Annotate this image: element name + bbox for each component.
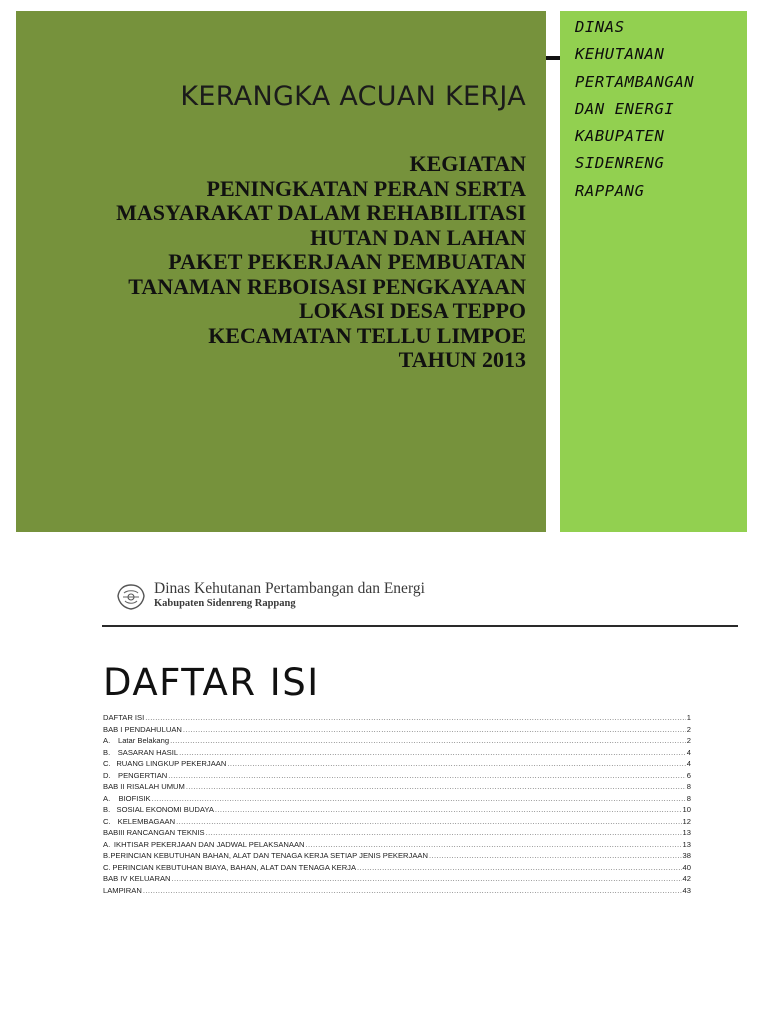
toc-entry-number: B. — [103, 747, 111, 757]
toc-dot-leader — [186, 781, 686, 793]
toc-entry-number: B. — [103, 805, 111, 814]
toc-entry[interactable] — [103, 712, 691, 724]
toc-entry-number: A. — [103, 736, 111, 745]
toc-dot-leader — [143, 885, 682, 897]
toc-entry-page: 12 — [682, 816, 691, 826]
toc-entry-label: PERINCIAN KEBUTUHAN BAHAN, ALAT DAN TENAGA KERJA SETIAP JENIS PEKERJAAN — [110, 851, 428, 860]
toc-entry-label: SOSIAL EKONOMI BUDAYA — [116, 805, 214, 814]
cover-activity-line: TAHUN 2013 — [398, 347, 526, 372]
toc-entry-page: 8 — [686, 782, 691, 791]
header-regency-name: Kabupaten Sidenreng Rappang — [154, 598, 296, 609]
toc-dot-leader — [227, 758, 685, 770]
toc-list — [103, 712, 691, 896]
toc-entry-label: Latar Belakang — [117, 736, 170, 745]
toc-entry-label: RUANG LINGKUP PEKERJAAN — [116, 759, 227, 768]
cover-activity-line: LOKASI DESA TEPPO — [299, 298, 526, 323]
toc-dot-leader — [152, 793, 686, 805]
toc-entry-page: 43 — [682, 885, 691, 895]
cover-activity-line: MASYARAKAT DALAM REHABILITASI — [116, 200, 526, 225]
toc-entry-label: SASARAN HASIL — [117, 747, 179, 757]
toc-entry[interactable] — [103, 747, 691, 759]
toc-entry-number: A. — [103, 839, 111, 849]
toc-entry-number: B. — [103, 851, 111, 860]
toc-entry-number: A. — [103, 793, 111, 803]
toc-entry[interactable] — [103, 862, 691, 874]
cover-activity-block — [16, 152, 526, 373]
cover-activity-line: PAKET PEKERJAAN PEMBUATAN — [168, 249, 526, 274]
cover-org-name — [575, 14, 694, 205]
toc-entry[interactable] — [103, 724, 691, 736]
toc-entry[interactable] — [103, 770, 691, 782]
header-divider — [102, 625, 738, 627]
toc-dot-leader — [215, 804, 682, 816]
cover-activity-line: TANAMAN REBOISASI PENGKAYAAN — [128, 273, 526, 299]
toc-entry[interactable] — [103, 885, 691, 897]
cover-activity-line: KEGIATAN — [409, 151, 526, 176]
toc-dot-leader — [429, 850, 682, 862]
toc-entry[interactable] — [103, 781, 691, 793]
cover-org-line: PERTAMBANGAN — [575, 72, 695, 91]
toc-entry-label: BABIII RANCANGAN TEKNIS — [103, 828, 205, 837]
toc-entry-page: 4 — [686, 747, 691, 757]
toc-entry[interactable] — [103, 827, 691, 839]
cover-org-line: KABUPATEN — [575, 127, 665, 146]
toc-entry-label: BAB II RISALAH UMUM — [103, 782, 185, 791]
toc-entry[interactable] — [103, 839, 691, 851]
toc-entry-page: 6 — [686, 770, 691, 780]
toc-entry-label: PENGERTIAN — [118, 770, 168, 780]
toc-entry-page: 13 — [682, 839, 691, 849]
toc-dot-leader — [170, 735, 686, 747]
toc-entry-page: 2 — [686, 736, 691, 745]
toc-entry-label: BAB IV KELUARAN — [103, 874, 171, 883]
toc-entry-label: LAMPIRAN — [103, 885, 142, 895]
cover-org-line: DAN ENERGI — [575, 99, 675, 118]
cover-org-line: RAPPANG — [575, 181, 645, 200]
cover-org-line: DINAS — [575, 18, 625, 36]
toc-entry-page: 10 — [682, 805, 691, 814]
toc-entry-label: DAFTAR ISI — [103, 713, 145, 722]
toc-dot-leader — [306, 839, 682, 851]
toc-entry[interactable] — [103, 804, 691, 816]
toc-entry-label: PERINCIAN KEBUTUHAN BIAYA, BAHAN, ALAT DAN TENAGA KERJA — [112, 862, 357, 872]
cover-title: KERANGKA ACUAN KERJA — [180, 81, 526, 112]
toc-dot-leader — [183, 724, 686, 736]
toc-entry-number: C. — [103, 862, 111, 872]
regional-seal-icon — [116, 584, 146, 610]
toc-entry-label: BAB I PENDAHULUAN — [103, 724, 182, 734]
toc-dot-leader — [357, 862, 682, 874]
toc-dot-leader — [145, 712, 686, 724]
header-org-name: Dinas Kehutanan Pertambangan dan Energi — [154, 580, 425, 597]
toc-entry-page: 13 — [682, 828, 691, 837]
cover-side-panel — [560, 11, 747, 532]
cover-activity-line: HUTAN DAN LAHAN — [310, 224, 526, 250]
toc-entry-number: C. — [103, 816, 111, 826]
toc-entry-page: 42 — [682, 874, 691, 883]
toc-dot-leader — [168, 770, 686, 782]
toc-entry-page: 2 — [686, 724, 691, 734]
toc-entry-page: 8 — [686, 793, 691, 803]
toc-entry[interactable] — [103, 873, 691, 885]
toc-entry[interactable] — [103, 758, 691, 770]
cover-org-line: SIDENRENG — [575, 154, 665, 173]
cover-main-panel — [16, 11, 546, 532]
toc-entry-label: KELEMBAGAAN — [117, 816, 176, 826]
toc-heading: DAFTAR ISI — [103, 661, 320, 704]
toc-entry-page: 38 — [682, 851, 691, 860]
toc-entry-number: C. — [103, 759, 111, 768]
toc-entry-page: 40 — [682, 862, 691, 872]
toc-entry-label: IKHTISAR PEKERJAAN DAN JADWAL PELAKSANAAN — [113, 839, 305, 849]
cover-activity-line: KECAMATAN TELLU LIMPOE — [208, 322, 526, 348]
toc-entry-page: 4 — [686, 759, 691, 768]
cover-activity-line: PENINGKATAN PERAN SERTA — [206, 175, 526, 201]
toc-entry-label: BIOFISIK — [118, 793, 151, 803]
toc-dot-leader — [172, 873, 682, 885]
toc-dot-leader — [179, 747, 686, 759]
toc-entry[interactable] — [103, 816, 691, 828]
cover-accent-rule — [546, 56, 560, 60]
toc-entry-page: 1 — [686, 713, 691, 722]
cover-org-line: KEHUTANAN — [575, 45, 665, 64]
toc-dot-leader — [176, 816, 681, 828]
toc-entry[interactable] — [103, 850, 691, 862]
toc-entry-number: D. — [103, 770, 111, 780]
toc-dot-leader — [206, 827, 682, 839]
toc-entry[interactable] — [103, 735, 691, 747]
toc-entry[interactable] — [103, 793, 691, 805]
